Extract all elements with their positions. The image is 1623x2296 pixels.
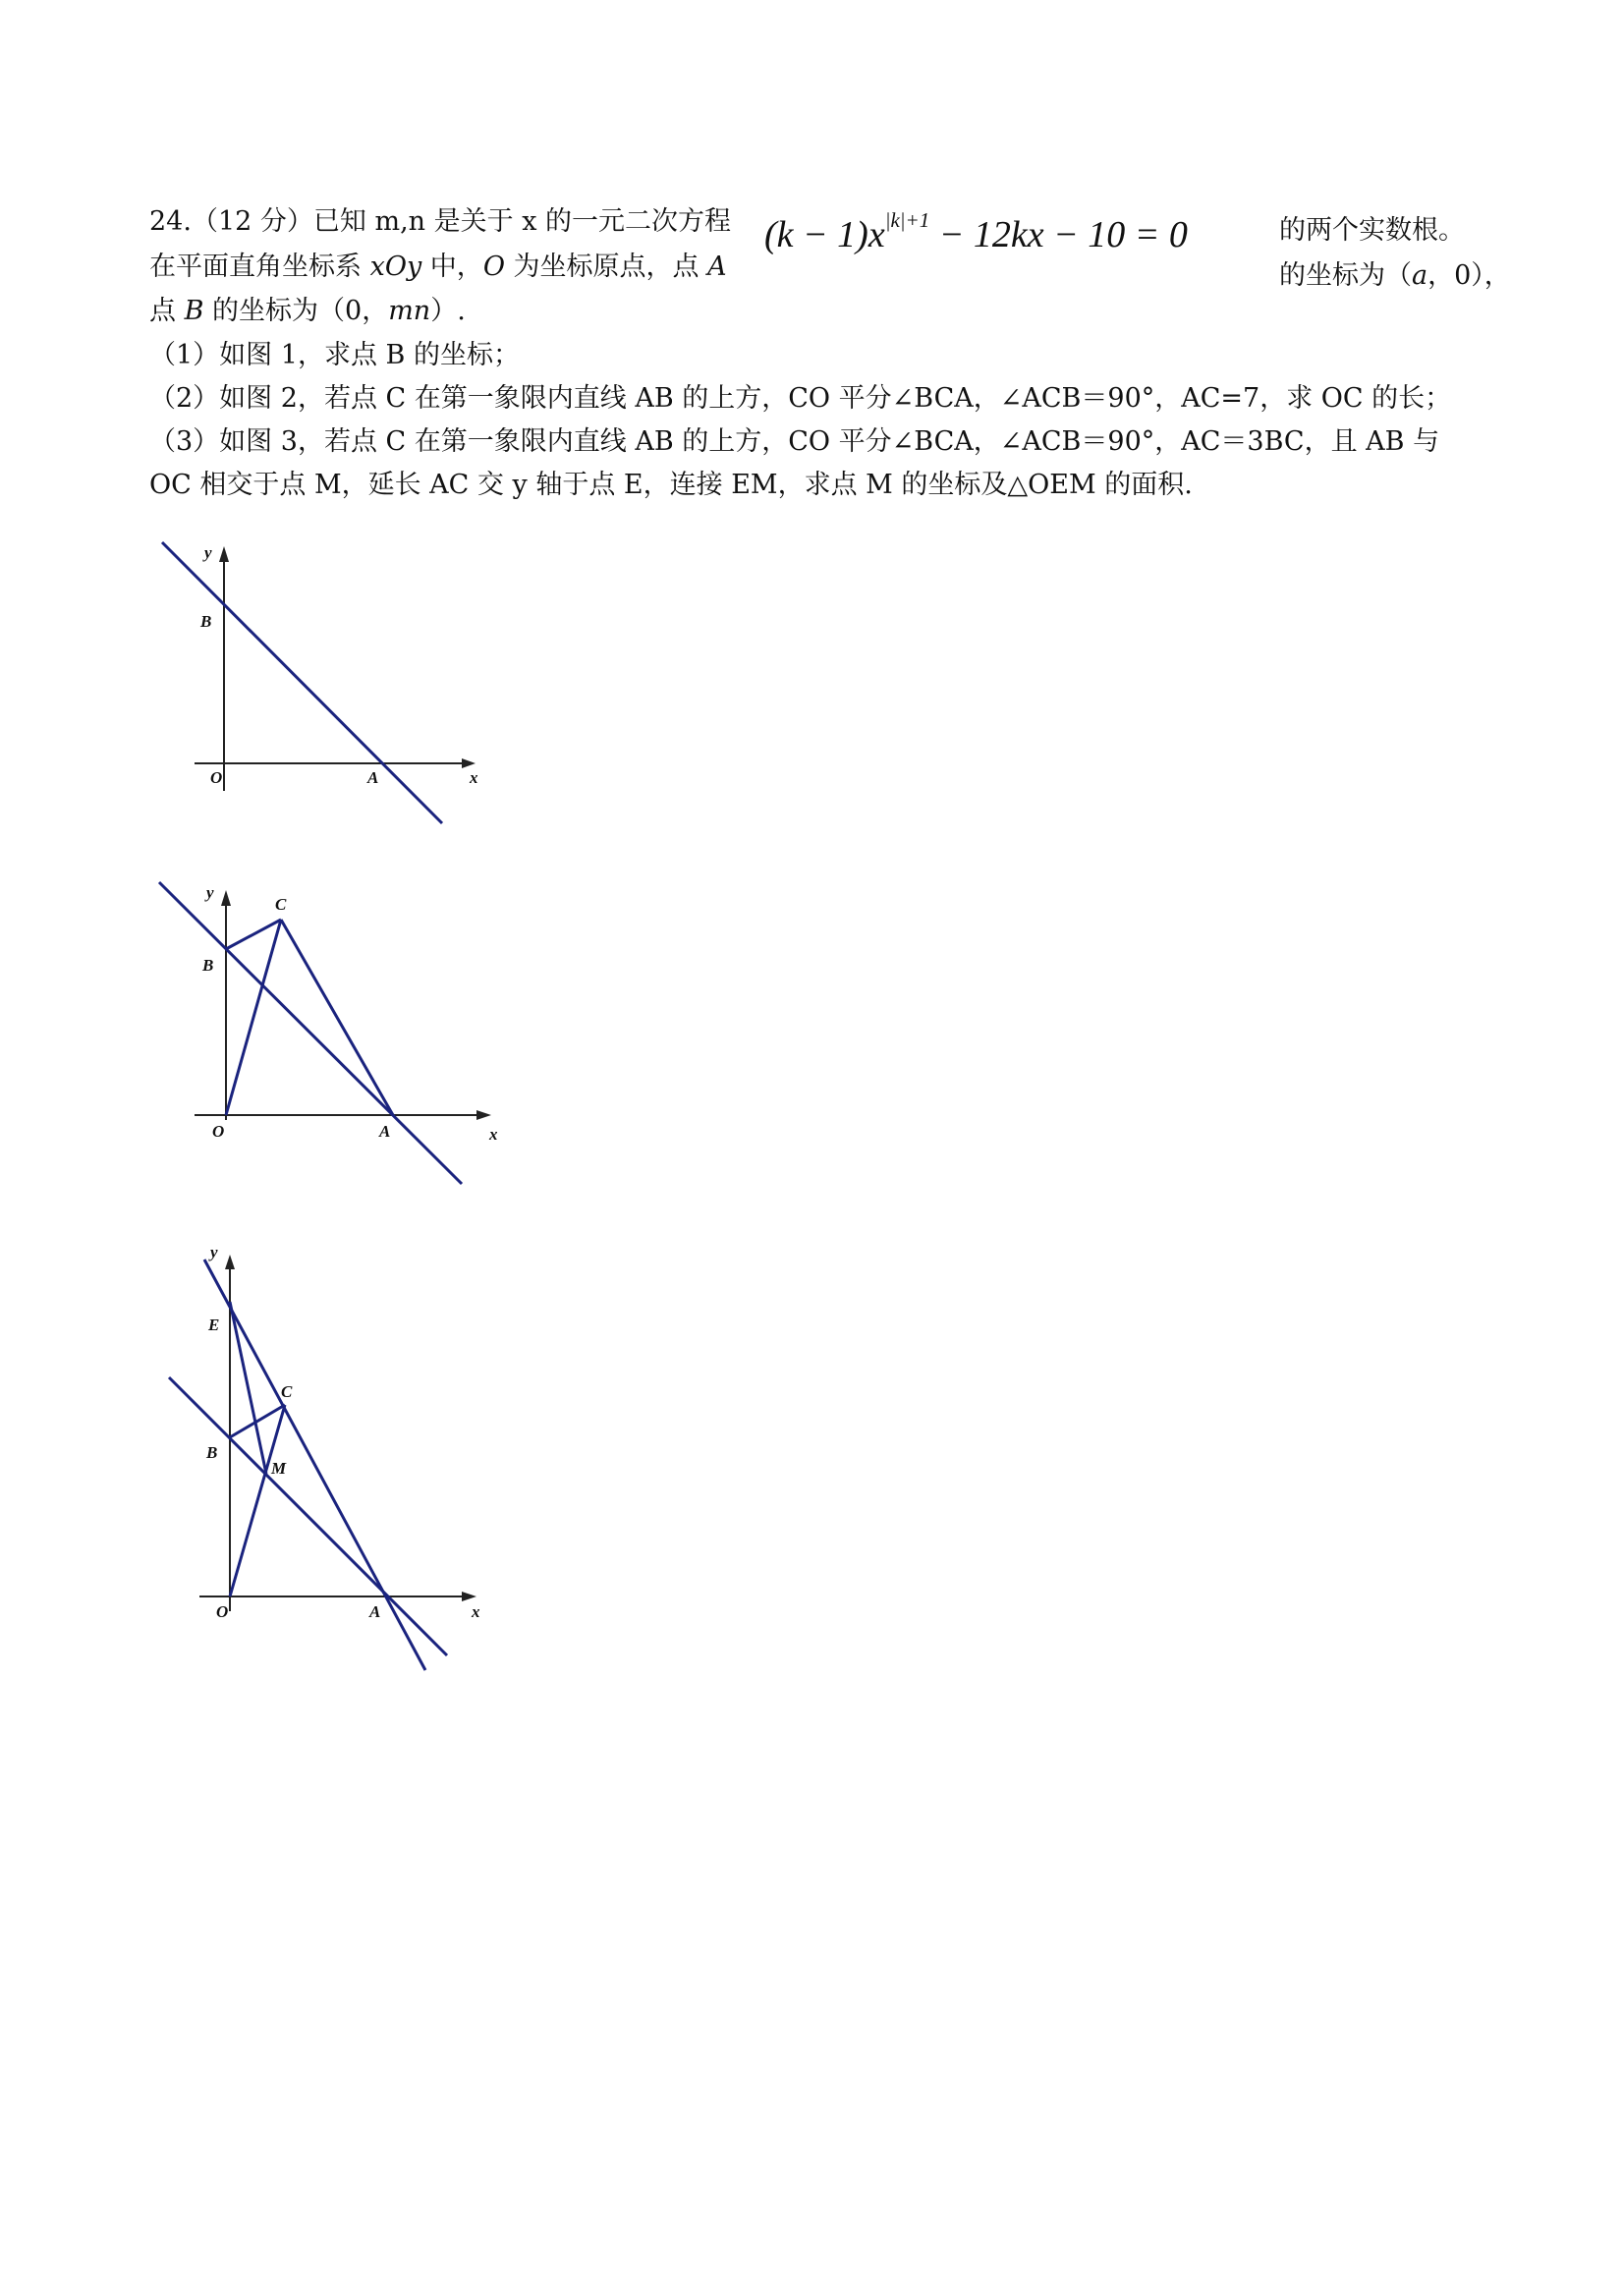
var-xoy: xOy — [369, 252, 422, 282]
fig1-label-x: x — [470, 768, 478, 787]
fig3-label-x: x — [472, 1602, 480, 1621]
equation-part-b: − 12kx − 10 = 0 — [929, 214, 1188, 255]
text-segment: 在平面直角坐标系 — [149, 252, 370, 282]
question-2: （2）如图 2，若点 C 在第一象限内直线 AB 的上方，CO 平分∠BCA，∠ACB＝90°，AC=7，求 OC 的长； — [149, 383, 1452, 414]
problem-line-1-right: 的两个实数根。 — [1279, 215, 1465, 246]
fig2-label-o: O — [212, 1122, 225, 1141]
var-o: O — [482, 252, 505, 282]
question-3-line-1: （3）如图 3，若点 C 在第一象限内直线 AB 的上方，CO 平分∠BCA，∠ACB＝90°，AC＝3BC，且 AB 与 — [149, 426, 1440, 457]
var-mn: mn — [388, 296, 431, 326]
fig2-label-y: y — [206, 883, 214, 902]
fig1-label-a: A — [367, 768, 379, 787]
text-segment: 为坐标原点，点 — [504, 252, 708, 282]
fig2-label-x: x — [489, 1125, 498, 1144]
fig3-x-arrow — [462, 1592, 476, 1601]
equation-exponent: |k|+1 — [884, 208, 930, 232]
fig3-label-m: M — [271, 1459, 287, 1478]
fig1-label-b: B — [200, 612, 212, 631]
fig3-line-ab — [169, 1377, 447, 1655]
text-segment: 的坐标为（0， — [203, 296, 389, 326]
fig3-label-y: y — [210, 1243, 218, 1261]
text-segment: ）. — [430, 296, 466, 326]
fig3-label-c: C — [281, 1382, 293, 1401]
fig3-label-a: A — [369, 1602, 381, 1621]
fig2-label-b: B — [202, 956, 214, 975]
fig1-label-o: O — [210, 768, 223, 787]
text-segment: ，0）， — [1427, 260, 1511, 291]
text-segment: 中， — [421, 252, 483, 282]
var-b: B — [184, 296, 204, 326]
fig3-label-b: B — [206, 1443, 218, 1462]
fig1-label-y: y — [204, 543, 212, 562]
var-a: a — [1412, 260, 1428, 291]
var-a-point: A — [707, 252, 727, 282]
problem-intro: 24.（12 分）已知 m,n 是关于 x 的一元二次方程 — [149, 206, 732, 237]
fig2-label-c: C — [275, 895, 287, 914]
fig3-y-arrow — [225, 1255, 235, 1269]
equation-part-a: (k − 1)x — [764, 214, 885, 255]
question-3-line-2: OC 相交于点 M，延长 AC 交 y 轴于点 E，连接 EM，求点 M 的坐标及△OEM 的面积. — [149, 470, 1193, 500]
fig3-line-ea — [204, 1260, 425, 1670]
fig3-label-e: E — [208, 1316, 220, 1334]
text-segment: 点 — [149, 296, 185, 326]
fig3-segment-em — [230, 1302, 266, 1474]
question-1: （1）如图 1，求点 B 的坐标； — [149, 340, 520, 370]
fig3-label-o: O — [216, 1602, 229, 1621]
text-segment: 的坐标为（ — [1279, 260, 1412, 291]
fig2-label-a: A — [379, 1122, 391, 1141]
